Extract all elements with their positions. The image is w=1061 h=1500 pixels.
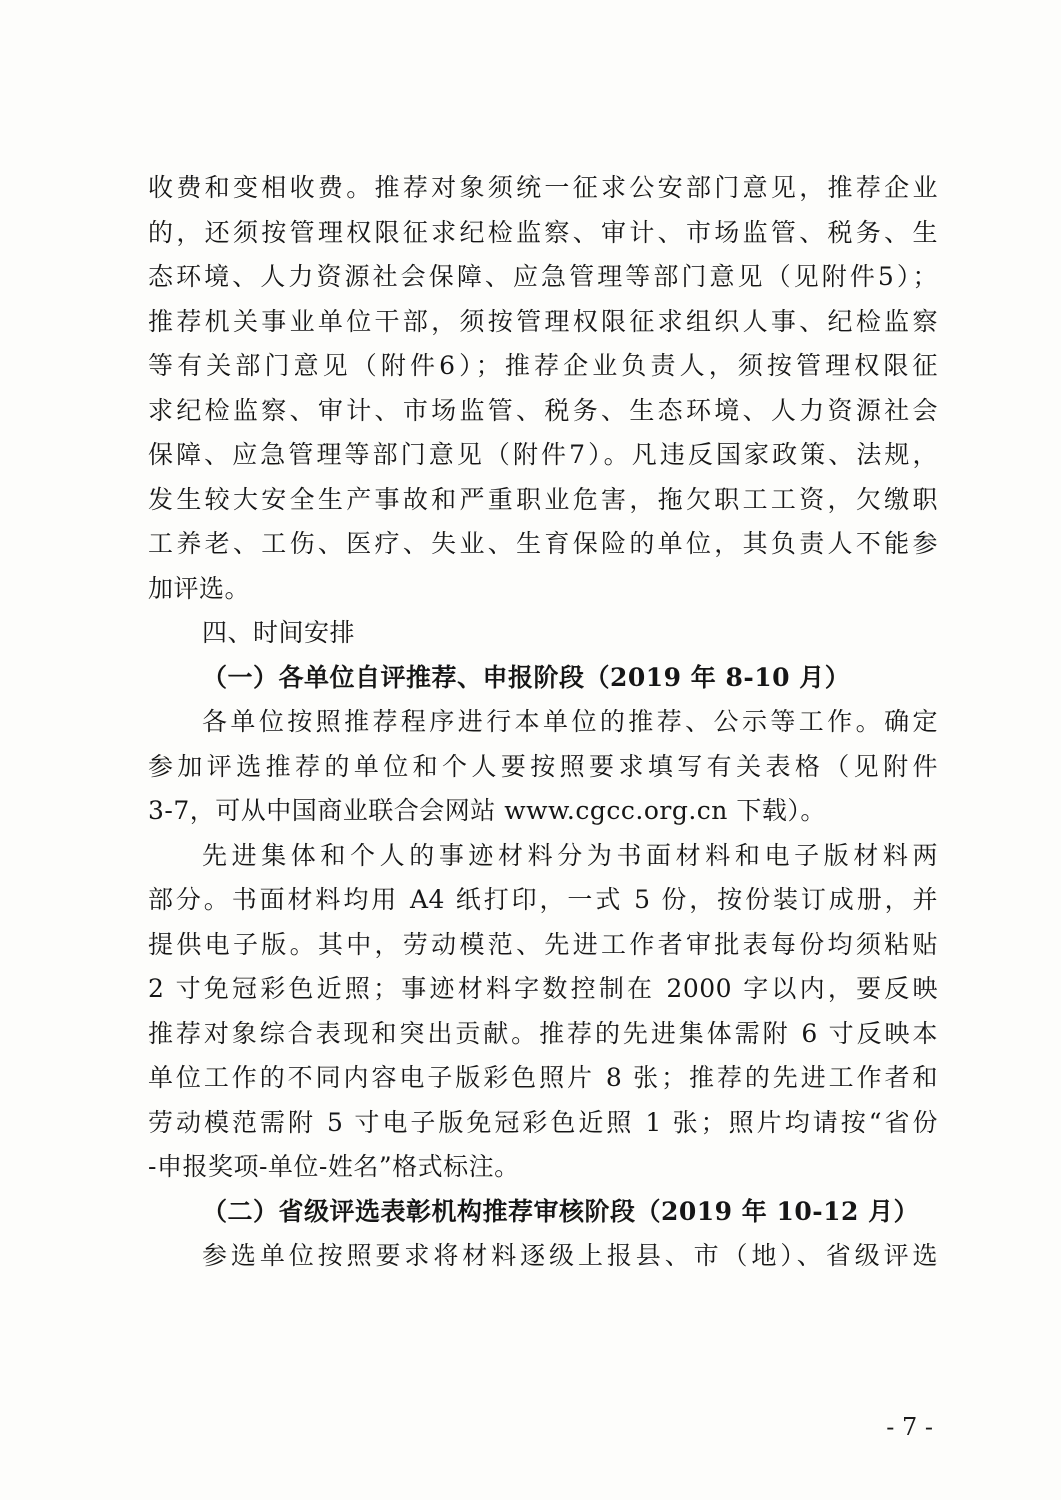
text-line: 提供电子版。其中，劳动模范、先进工作者审批表每份均须粘贴: [148, 929, 938, 959]
text-line: 收费和变相收费。推荐对象须统一征求公安部门意见，推荐企业: [148, 173, 938, 202]
text-line: 求纪检监察、审计、市场监管、税务、生态环境、人力资源社会: [148, 395, 938, 425]
subsection-heading: （一）各单位自评推荐、申报阶段（2019 年 8-10 月）: [202, 662, 851, 692]
text-line: 推荐机关事业单位干部，须按管理权限征求组织人事、纪检监察: [148, 306, 938, 336]
text-line: 保障、应急管理等部门意见（附件7）。凡违反国家政策、法规，: [148, 440, 938, 469]
text-line: 态环境、人力资源社会保障、应急管理等部门意见（见附件5）；: [148, 262, 938, 291]
text-line: 加评选。: [148, 573, 251, 603]
text-line: 参加评选推荐的单位和个人要按照要求填写有关表格（见附件: [148, 751, 938, 781]
page-number: - 7 -: [886, 1413, 933, 1441]
text-line: 的，还须按管理权限征求纪检监察、审计、市场监管、税务、生: [148, 217, 938, 247]
text-line: -申报奖项-单位-姓名”格式标注。: [148, 1152, 520, 1181]
text-line: 参选单位按照要求将材料逐级上报县、市（地）、省级评选: [202, 1241, 938, 1270]
document-body: [148, 166, 938, 1279]
text-line: 3-7，可从中国商业联合会网站 www.cgcc.org.cn 下载）。: [148, 796, 826, 825]
section-heading: 四、时间安排: [202, 618, 356, 647]
text-line: 各单位按照推荐程序进行本单位的推荐、公示等工作。确定: [202, 707, 938, 736]
text-line: 推荐对象综合表现和突出贡献。推荐的先进集体需附 6 寸反映本: [148, 1018, 938, 1048]
subsection-heading: （二）省级评选表彰机构推荐审核阶段（2019 年 10-12 月）: [202, 1196, 920, 1226]
text-line: 2 寸免冠彩色近照；事迹材料字数控制在 2000 字以内，要反映: [148, 974, 938, 1003]
text-line: 工养老、工伤、医疗、失业、生育保险的单位，其负责人不能参: [148, 529, 938, 558]
text-line: 先进集体和个人的事迹材料分为书面材料和电子版材料两: [202, 840, 938, 870]
text-line: 等有关部门意见（附件6）；推荐企业负责人，须按管理权限征: [148, 351, 938, 380]
text-line: 单位工作的不同内容电子版彩色照片 8 张；推荐的先进工作者和: [148, 1063, 938, 1092]
text-line: 劳动模范需附 5 寸电子版免冠彩色近照 1 张；照片均请按“省份: [148, 1107, 938, 1137]
text-line: 部分。书面材料均用 A4 纸打印，一式 5 份，按份装订成册，并: [148, 885, 938, 914]
text-line: 发生较大安全生产事故和严重职业危害，拖欠职工工资，欠缴职: [148, 484, 938, 514]
